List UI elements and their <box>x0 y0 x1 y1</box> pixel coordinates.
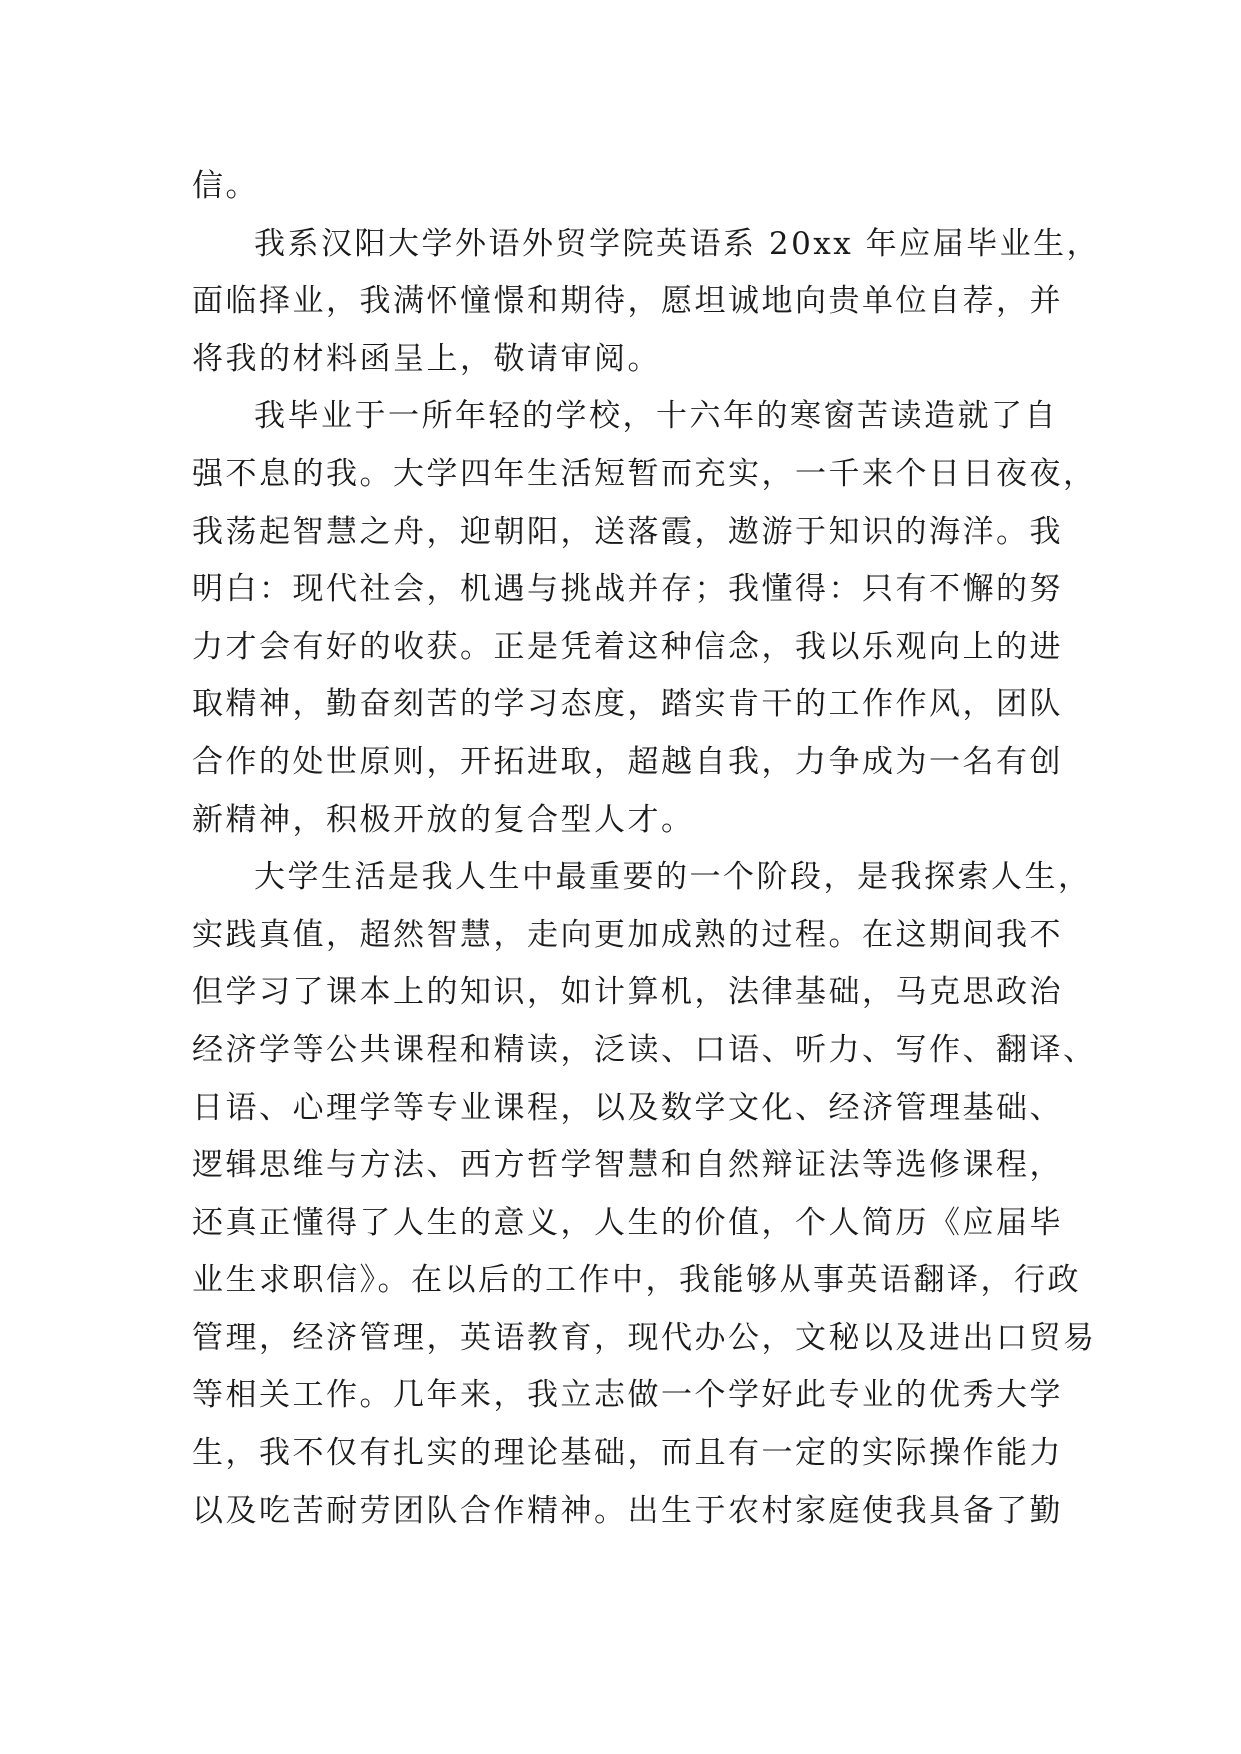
text-line: 逻辑思维与方法、西方哲学智慧和自然辩证法等选修课程， <box>192 1147 1063 1184</box>
text-line: 力才会有好的收获。正是凭着这种信念，我以乐观向上的进 <box>192 628 1063 665</box>
text-line: 新精神，积极开放的复合型人才。 <box>192 801 695 838</box>
text-line: 日语、心理学等专业课程，以及数学文化、经济管理基础、 <box>192 1089 1063 1126</box>
text-line: 将我的材料函呈上，敬请审阅。 <box>192 340 661 377</box>
text-line: 管理，经济管理，英语教育，现代办公，文秘以及进出口贸易 <box>192 1319 1097 1356</box>
text-line: 以及吃苦耐劳团队合作精神。出生于农村家庭使我具备了勤 <box>192 1492 1063 1529</box>
paragraph-first-line: 我毕业于一所年轻的学校，十六年的寒窗苦读造就了自 <box>254 398 1058 435</box>
text-line: 面临择业，我满怀憧憬和期待，愿坦诚地向贵单位自荐，并 <box>192 283 1063 320</box>
text-line: 明白：现代社会，机遇与挑战并存；我懂得：只有不懈的努 <box>192 571 1063 608</box>
text-line: 强不息的我。大学四年生活短暂而充实，一千来个日日夜夜， <box>192 455 1097 492</box>
text-line: 经济学等公共课程和精读，泛读、口语、听力、写作、翻译、 <box>192 1031 1097 1068</box>
paragraph-first-line: 我系汉阳大学外语外贸学院英语系 20xx 年应届毕业生， <box>254 225 1101 262</box>
text-line: 等相关工作。几年来，我立志做一个学好此专业的优秀大学 <box>192 1377 1063 1414</box>
text-line: 取精神，勤奋刻苦的学习态度，踏实肯干的工作作风，团队 <box>192 686 1063 723</box>
text-line: 合作的处世原则，开拓进取，超越自我，力争成为一名有创 <box>192 743 1063 780</box>
text-line: 生，我不仅有扎实的理论基础，而且有一定的实际操作能力 <box>192 1435 1063 1472</box>
text-line: 信。 <box>192 168 259 204</box>
letter-body <box>192 158 1101 1540</box>
text-line: 业生求职信》。在以后的工作中，我能够从事英语翻译，行政 <box>192 1262 1081 1299</box>
text-line: 实践真值，超然智慧，走向更加成熟的过程。在这期间我不 <box>192 916 1063 953</box>
text-line: 我荡起智慧之舟，迎朝阳，送落霞，遨游于知识的海洋。我 <box>192 513 1063 550</box>
text-line: 还真正懂得了人生的意义，人生的价值，个人简历《应届毕 <box>192 1204 1063 1241</box>
text-line: 但学习了课本上的知识，如计算机，法律基础，马克思政治 <box>192 974 1063 1011</box>
paragraph-first-line: 大学生活是我人生中最重要的一个阶段，是我探索人生， <box>254 859 1092 896</box>
